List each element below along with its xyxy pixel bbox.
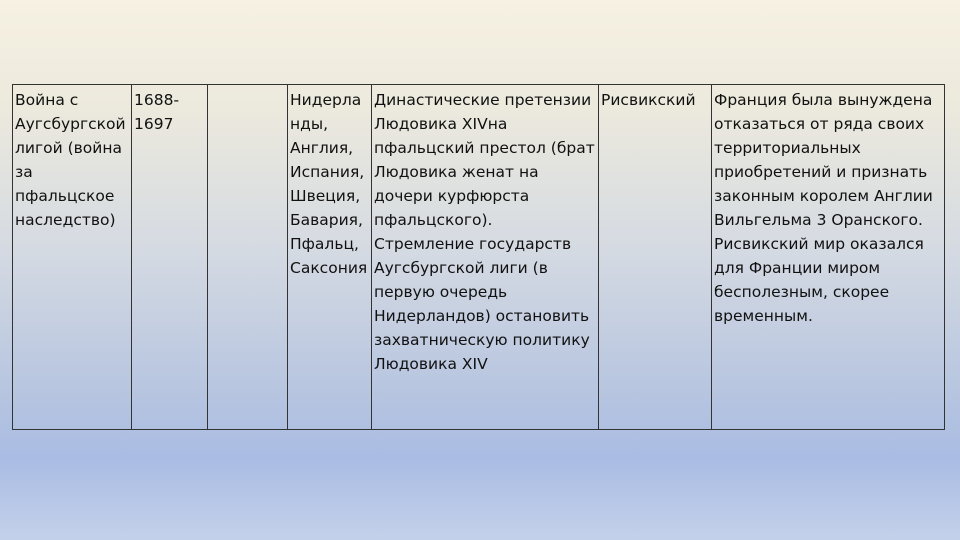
results-cell: Франция была вынуждена отказаться от ряда своих территориальных приобретений и признать законным королем Англии Вильгельма 3 Оранского. Рисвикский мир оказался для Франции миром бесполезным, скорее временным. xyxy=(712,85,945,430)
war-table xyxy=(12,84,945,430)
war-name-cell: Война с Аугсбургской лигой (война за пфальцское наследство) xyxy=(13,85,132,430)
causes-cell: Династические претензии Людовика XIVна пфальцский престол (брат Людовика женат на дочери курфюрста пфальцского). Стремление государств Аугсбургской лиги (в первую очередь Нидерландов) остановить захватническую политику Людовика XIV xyxy=(372,85,599,430)
treaty-cell: Рисвикский xyxy=(599,85,712,430)
years-cell: 1688- 1697 xyxy=(132,85,208,430)
empty-cell xyxy=(208,85,288,430)
participants-cell: Нидерла нды, Англия, Испания, Швеция, Бавария, Пфальц, Саксония xyxy=(288,85,372,430)
table-row xyxy=(13,85,945,430)
